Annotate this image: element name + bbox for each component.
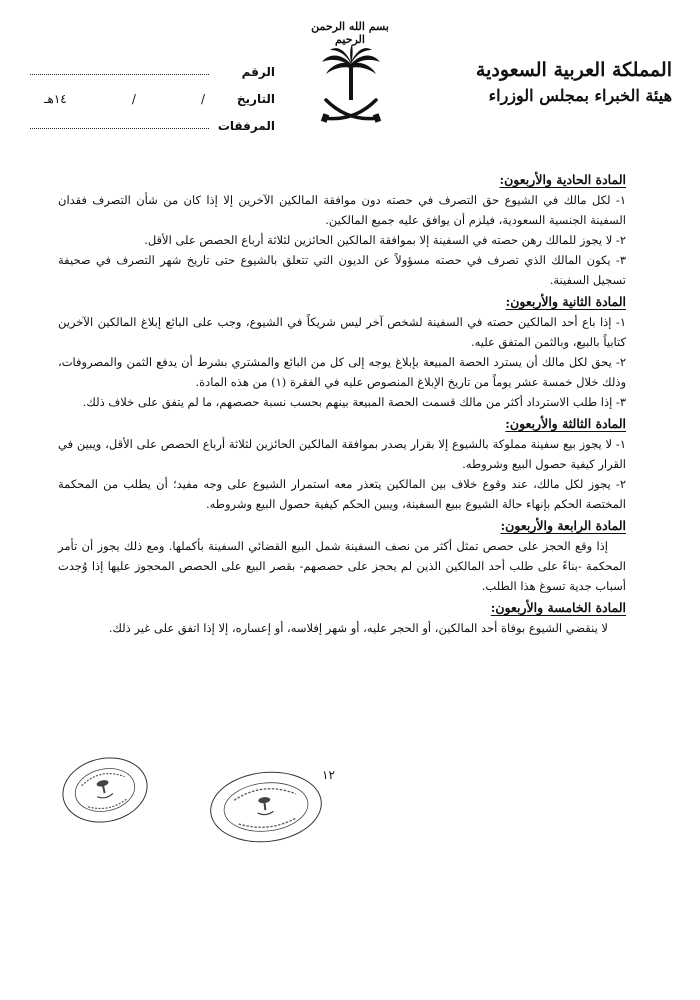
article-clause: ٢- لا يجوز للمالك رهن حصته في السفينة إلا بموافقة المالكين الحائزين لثلاثة أرباع الحصص على الأقل. [144, 233, 626, 247]
article-clause: ١- لكل مالك في الشيوع حق التصرف في حصته دون موافقة المالكين الآخرين إلا إذا كان من شأن التصرف فقدان السفينة الجنسية السعودية، فيلزم أن يوافق عليه جميع المالكين. [58, 193, 626, 227]
date-row [30, 79, 275, 106]
official-seal-stamp [207, 766, 326, 847]
number-row [30, 52, 275, 79]
article-paragraph: لا ينقضي الشيوع بوفاة أحد المالكين، أو الحجر عليه، أو شهر إفلاسه، أو إعساره، إلا إذا اتفق على غير ذلك. [108, 621, 608, 635]
article-title: المادة الرابعة والأربعون: [500, 518, 626, 533]
official-seal-stamp [56, 750, 153, 830]
basmala: بسم الله الرحمن الرحيم [311, 20, 389, 46]
org-name-line1: المملكة العربية السعودية [475, 59, 672, 81]
attachments-label: المرفقات [217, 119, 275, 133]
date-value [30, 92, 213, 106]
date-day-sep: / [200, 92, 205, 106]
number-label: الرقم [241, 65, 275, 79]
article-clause: ٣- يكون المالك الذي تصرف في حصته مسؤولاً عن الديون التي تتعلق بالشيوع حتى تاريخ شهر التصرف في صحيفة تسجيل السفينة. [58, 253, 626, 287]
article-clause: ١- لا يجوز بيع سفينة مملوكة بالشيوع إلا بقرار يصدر بموافقة المالكين الحائزين لثلاثة أرباع الحصص على الأقل، ويبين في القرار كيفية حصول البيع وشروطه. [58, 437, 626, 471]
document-body [58, 168, 626, 638]
article-clause: ٢- يحق لكل مالك أن يسترد الحصة المبيعة بإبلاغ يوجه إلى كل من البائع والمشتري بشرط أن يدفع الثمن والمصروفات، وذلك خلال خمسة عشر يوماً من تاريخ الإبلاغ المنصوص عليه في الفقرة (١) من هذه المادة. [58, 355, 626, 389]
date-month-sep: / [131, 92, 136, 106]
article-title: المادة الخامسة والأربعون: [490, 600, 626, 615]
article-title: المادة الثالثة والأربعون: [505, 416, 626, 431]
article-clause: ٢- يجوز لكل مالك، عند وقوع خلاف بين المالكين يتعذر معه استمرار الشيوع على وجه مفيد؛ أن يطلب من المحكمة المختصة الحكم بإنهاء حالة الشيوع ببيع السفينة، ويبين الحكم كيفية حصول البيع وشروطه. [58, 477, 626, 511]
date-label: التاريخ [236, 92, 275, 106]
article-title: المادة الحادية والأربعون: [499, 172, 626, 187]
attachments-line [30, 127, 209, 129]
number-line [30, 73, 209, 75]
article-title: المادة الثانية والأربعون: [505, 294, 626, 309]
attachments-row [30, 106, 275, 133]
seal-left-icon [57, 751, 152, 829]
article-clause: ١- إذا باع أحد المالكين حصته في السفينة لشخص آخر ليس شريكاً في الشيوع، وجب على البائع إبلاغ المالكين الآخرين كتابياً بالبيع، وبالثمن المتفق عليه. [58, 315, 626, 349]
date-year: ١٤هـ [44, 92, 67, 106]
organization-header [422, 56, 672, 108]
article-paragraph: إذا وقع الحجز على حصص تمثل أكثر من نصف السفينة شمل البيع القضائي السفينة بأكملها. ومع ذلك يجوز أن تأمر المحكمة -بناءً على طلب أحد المالكين الذين لم يحجز على حصصهم- بقصر البيع على الحصص المحجوز عليها إذا وُجدت أسباب جدية تسوغ هذا الطلب. [58, 539, 626, 593]
article-clause: ٣- إذا طلب الاسترداد أكثر من مالك قسمت الحصة المبيعة بينهم بحسب نسبة حصصهم، ما لم يتفق على خلاف ذلك. [82, 395, 626, 409]
org-name-line2: هيئة الخبراء بمجلس الوزراء [488, 86, 672, 105]
reference-block [30, 52, 275, 133]
seal-mid-icon [208, 767, 325, 846]
page-number: ١٢ [322, 768, 335, 782]
saudi-emblem-icon [318, 44, 384, 134]
